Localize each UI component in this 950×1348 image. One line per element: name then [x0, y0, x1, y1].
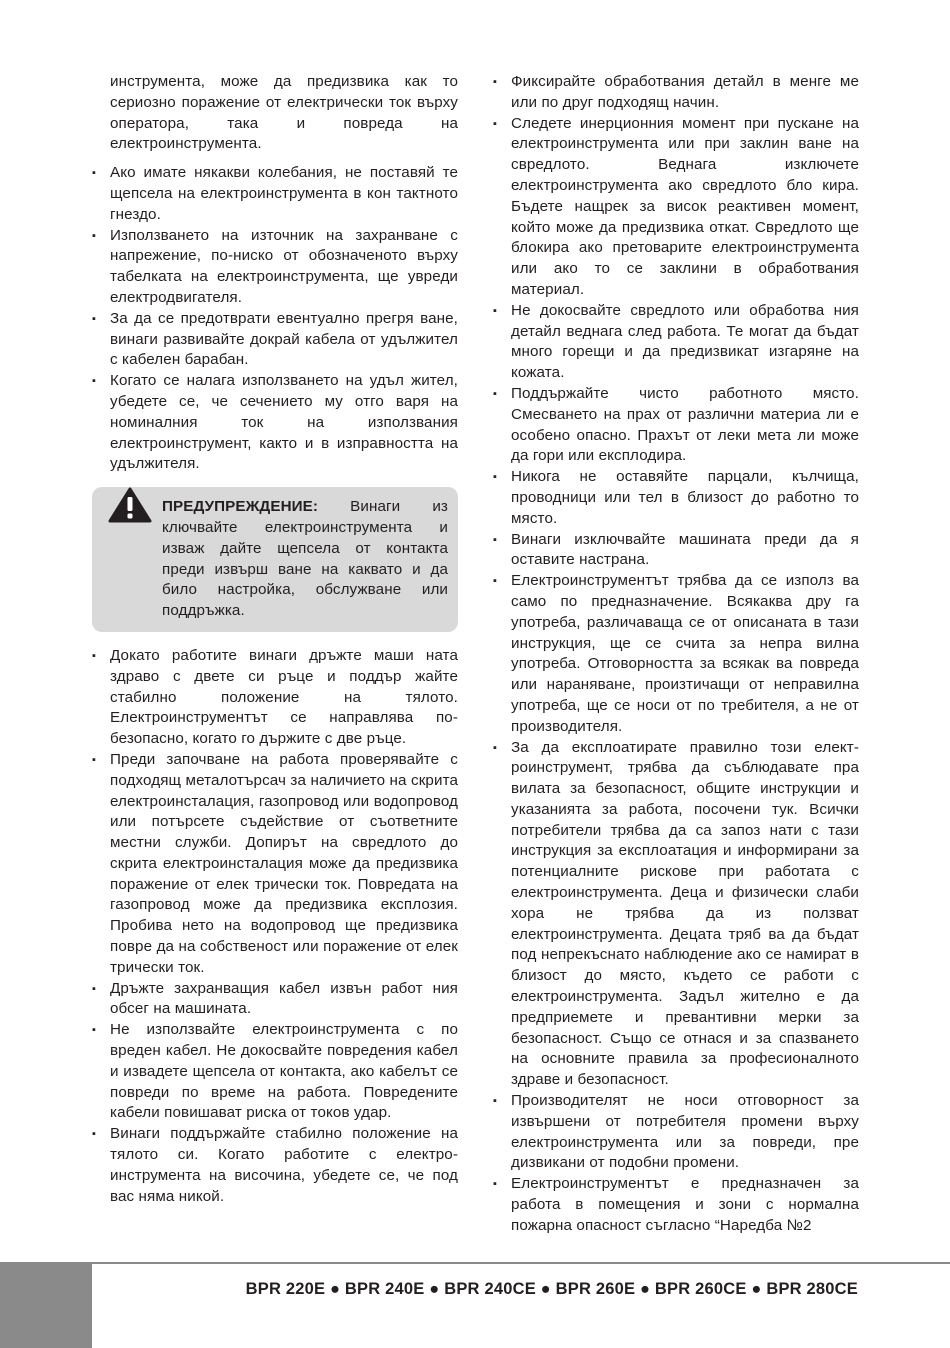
- list-item: ▪ Фиксирайте обработвания детайл в менге ме или по друг подходящ начин.: [493, 72, 859, 114]
- bullet-list-b: [92, 646, 458, 1208]
- left-column: [92, 72, 458, 1207]
- list-item: ▪ Електроинструментът трябва да се използ ва само по предназначение. Всякаква дру га употреба, различаваща се от описаната в тази инструкция, ще се счита за непра вилна употреба. Отговорността за всякак ва повреда или нараняване, произтичащи от неправилна употреба, ще се носи от по требителя, а не от производителя.: [493, 571, 859, 737]
- list-item: ▪ За да експлоатирате правилно този елект-роинструмент, трябва да съблюдавате пра вилата за безопасност, общите инструкции и указанията за работа, посочени тук. Всички потребители трябва да са запоз нати с тази инструкция за експлоатация и информирани за потенциалните рискове при работата с електроинструмента. Деца и физически слаби хора не трябва да из ползват електроинструмента. Децата тряб ва да бъдат под непрекъснато наблюдение ако се намират в близост до място, където се работи с електроинструмента. Задъл жително е да предприемете и превантивни мерки за безопасност. Също се отнася и за спазването на основните правила за професионалното здраве и безопасност.: [493, 738, 859, 1092]
- list-item: ▪ Не използвайте електроинструмента с по вреден кабел. Не докосвайте повредения кабел и извадете щепсела от контакта, ако кабелът се повреди по време на работа. Повредените кабели повишават риска от токов удар.: [92, 1020, 458, 1124]
- list-item: ▪ Ако имате някакви колебания, не поставяй те щепсела на електроинструмента в кон тактното гнездо.: [92, 163, 458, 225]
- bullet-list-right: [493, 72, 859, 1237]
- warning-title: ПРЕДУПРЕЖДЕНИЕ:: [162, 498, 319, 516]
- footer-divider: [92, 1262, 950, 1264]
- list-item: ▪ Не докосвайте свредлото или обработва ния детайл веднага след работа. Те могат да бъдат много горещи и да предизвикат изгаряне на кожата.: [493, 301, 859, 384]
- footer-model-list: BPR 220E ● BPR 240E ● BPR 240CE ● BPR 260E ● BPR 260CE ● BPR 280CE: [245, 1280, 858, 1298]
- footer-page-tab: [0, 1262, 92, 1348]
- list-item: ▪ Когато се налага използването на удъл жител, убедете се, че сечението му отго варя на номиналния ток на използвания електроинструмент, както и в изправността на удължителя.: [92, 371, 458, 475]
- list-item: ▪ Поддържайте чисто работното място. Смесването на прах от различни материа ли е особено опасно. Прахът от леки мета ли може да гори или експлодира.: [493, 384, 859, 467]
- bullet-list-a: [92, 163, 458, 475]
- list-item: ▪ Никога не оставяйте парцали, кълчища, проводници или тел в близост до работно то място.: [493, 467, 859, 529]
- warning-box: [92, 487, 458, 632]
- continuation-paragraph: инструмента, може да предизвика как то сериозно поражение от електрически ток върху оператора, така и повреда на електроинструмента.: [110, 73, 458, 153]
- list-item: ▪ Електроинструментът е предназначен за работа в помещения и зони с нормална пожарна опасност съгласно “Наредба №2: [493, 1174, 859, 1236]
- list-item: ▪ Дръжте захранващия кабел извън работ ния обсег на машината.: [92, 979, 458, 1021]
- warning-text: Винаги из ключвайте електроинструмента и изваж дайте щепсела от контакта преди извърш ване на каквато и да било настройка, обслужване или поддръжка.: [162, 498, 448, 620]
- list-item: ▪ Докато работите винаги дръжте маши ната здраво с двете си ръце и поддър жайте стабилно положение на тялото. Електроинструментът се направлява по-безопасно, когато го държите с две ръце.: [92, 646, 458, 750]
- list-item: ▪ Използването на източник на захранване с напрежение, по-ниско от обозначеното върху табелката на електроинструмента, ще увреди електродвигателя.: [92, 226, 458, 309]
- warning-triangle-icon: [108, 487, 152, 523]
- list-item: ▪ За да се предотврати евентуално прегря ване, винаги развивайте докрай кабела от удължител с кабелен барабан.: [92, 309, 458, 371]
- list-item: ▪ Винаги изключвайте машината преди да я оставите настрана.: [493, 530, 859, 572]
- list-item: ▪ Производителят не носи отговорност за извършени от потребителя промени върху електроинструмента или за повреди, пре дизвикани от подобни промени.: [493, 1091, 859, 1174]
- list-item: ▪ Винаги поддържайте стабилно положение на тялото си. Когато работите с електро-инструмента на височина, убедете се, че под вас няма никой.: [92, 1124, 458, 1207]
- list-item: ▪ Следете инерционния момент при пускане на електроинструмента или при заклин ване на свредлото. Веднага изключете електроинструмента ако свредлото бло кира. Бъдете нащрек за висок реактивен момент, който може да предизвика откат. Свредлото ще блокира ако претоварите електроинструмента или ако то се заклини в обработвания материал.: [493, 114, 859, 301]
- list-item: ▪ Преди започване на работа проверявайте с подходящ металотърсач за наличието на скрита електроинсталация, газопровод или водопровод или потърсете съдействие от съответните местни служби. Допирът на свредлото до скрита електроинсталация може да предизвика поражение от елек трически ток. Повредата на газопровод може да предизвика експлозия. Пробива нето на водопровод ще предизвика повре да на собственост или поражение от елек трически ток.: [92, 750, 458, 979]
- right-column: [493, 72, 859, 1237]
